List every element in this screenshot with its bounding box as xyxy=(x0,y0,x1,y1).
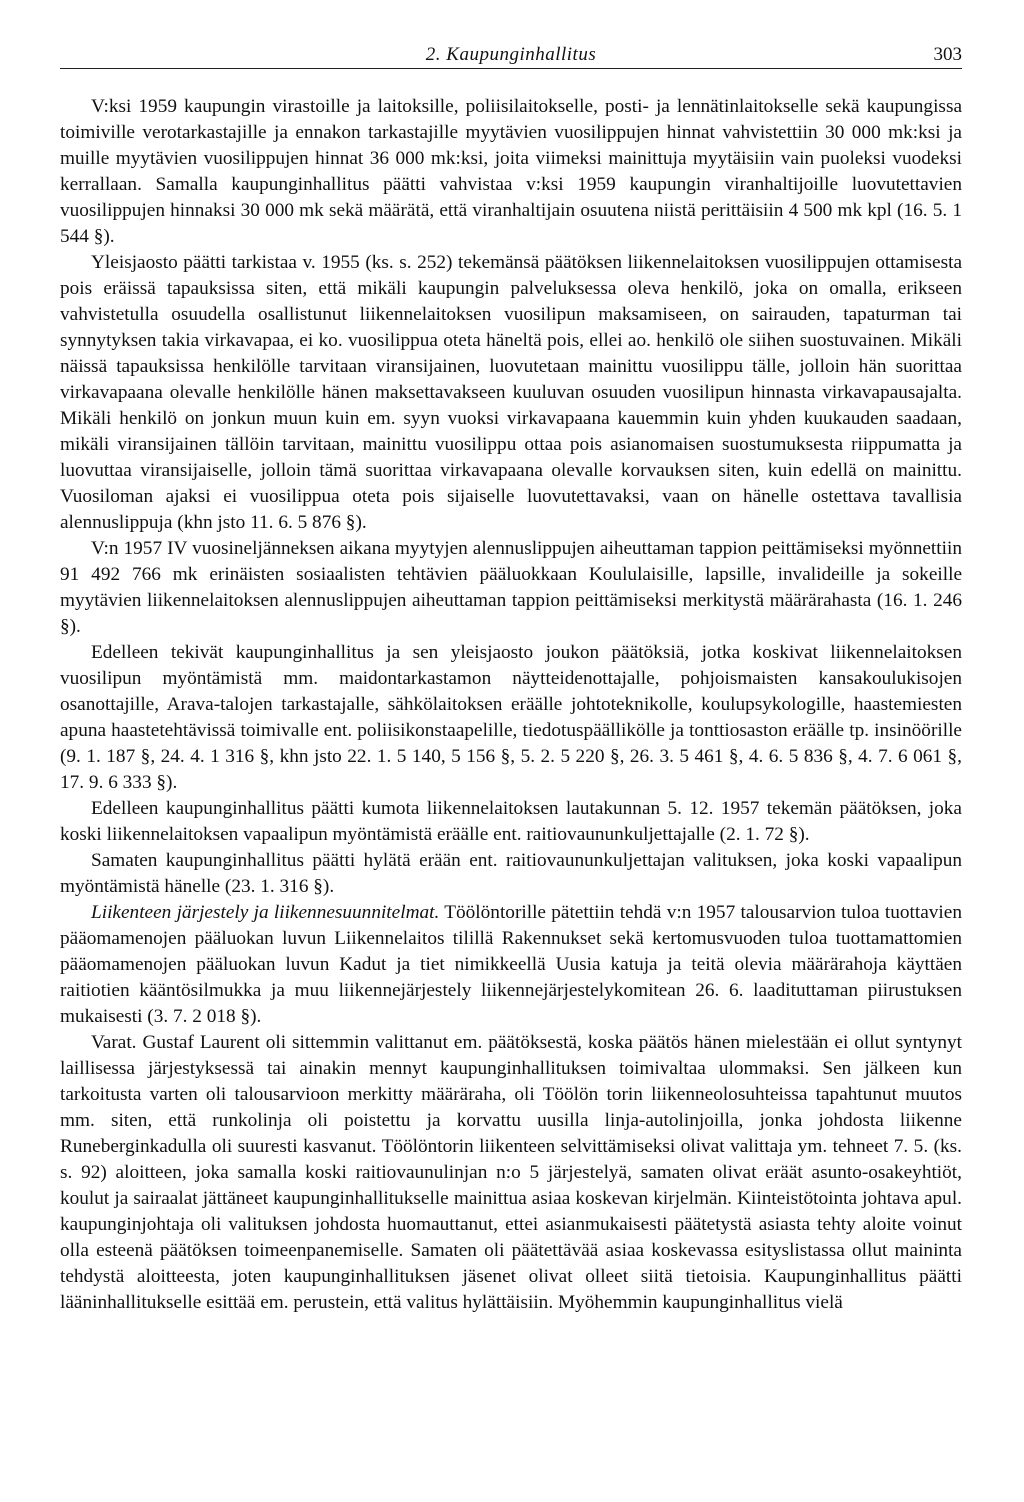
header-rule xyxy=(60,68,962,69)
paragraph: V:n 1957 IV vuosineljänneksen aikana myytyjen alennuslippujen aiheuttaman tappion peittämiseksi myönnettiin 91 492 766 mk erinäisten sosiaalisten tehtävien pääluokkaan Koululaisille, lapsille, invalideille ja sokeille myytävien liikennelaitoksen alennuslippujen aiheuttaman tappion peittämiseksi merkitystä määrärahasta (16. 1. 246 §). xyxy=(60,538,962,637)
section-text: Töölöntorille pätettiin tehdä v:n 1957 talousarvion tuloa tuottavien pääomamenojen pääluokan luvun Liikennelaitos tilillä Rakennukset sekä kertomusvuoden tuloa tuottamattomien pääomamenojen pääluokan luvun Kadut ja tiet nimikkeellä Uusia katuja ja teitä olevia määrärahoja käyttäen raitiotien kääntösilmukka ja muu liikennejärjestely liikennejärjestelykomitean 26. 6. laadituttaman piirustuksen mukaisesti (3. 7. 2 018 §). xyxy=(60,902,962,1027)
paragraph: Edelleen kaupunginhallitus päätti kumota liikennelaitoksen lautakunnan 5. 12. 1957 tekemän päätöksen, joka koski liikennelaitoksen vapaalipun myöntämistä eräälle ent. raitiovaununkuljettajalle (2. 1. 72 §). xyxy=(60,798,962,845)
running-title: 2. Kaupunginhallitus xyxy=(425,44,597,65)
section-paragraph xyxy=(60,900,962,1030)
paragraph: V:ksi 1959 kaupungin virastoille ja laitoksille, poliisilaitokselle, posti- ja lennätinlaitokselle sekä kaupungissa toimiville verotarkastajille ja ennakon tarkastajille myytävien vuosilippujen hinnat vahvistettiin 30 000 mk:ksi ja muille myytävien vuosilippujen hinnat 36 000 mk:ksi, joita viimeksi mainittuja myytäisiin vain puoleksi vuodeksi kerrallaan. Samalla kaupunginhallitus päätti vahvistaa v:ksi 1959 kaupungin viranhaltijoille luovutettavien vuosilippujen hinnaksi 30 000 mk sekä määrätä, että viranhaltijain osuutena niistä perittäisiin 4 500 mk kpl (16. 5. 1 544 §). xyxy=(60,96,962,247)
page-body xyxy=(60,94,962,1316)
paragraph: Varat. Gustaf Laurent oli sittemmin valittanut em. päätöksestä, koska päätös hänen mielestään ei ollut syntynyt laillisessa järjestyksessä tai ainakin mennyt kaupunginhallituksen toimivaltaa ulommaksi. Sen jälkeen kun tarkoitusta varten oli talousarvioon merkitty määräraha, oli Töölön torin liikenneolosuhteissa tapahtunut muutos mm. siten, että runkolinja oli poistettu ja korvattu uusilla linja-autolinjoilla, jonka johdosta liikenne Runeberginkadulla oli suuresti kasvanut. Töölöntorin liikenteen selvittämiseksi olivat valittaja ym. tehneet 7. 5. (ks. s. 92) aloitteen, joka samalla koski raitiovaunulinjan n:o 5 järjestelyä, samaten olivat eräät asunto-osakeyhtiöt, koulut ja sairaalat jättäneet kaupunginhallitukselle mainittua asiaa koskevan kirjelmän. Kiinteistötointa johtava apul. kaupunginjohtaja oli valituksen johdosta huomauttanut, ettei asianmukaisesti päätetystä asiasta tehty aloite voinut olla esteenä päätöksen toimeenpanemiselle. Samaten oli päätettävää asiaa koskevassa esityslistassa ollut maininta tehdystä aloitteesta, joten kaupunginhallituksen jäsenet olivat olleet siitä tietoisia. Kaupunginhallitus päätti lääninhallitukselle esittää em. perustein, että valitus hylättäisiin. Myöhemmin kaupunginhallitus vielä xyxy=(60,1032,962,1313)
page-header xyxy=(60,44,962,68)
paragraph: Samaten kaupunginhallitus päätti hylätä erään ent. raitiovaununkuljettajan valituksen, joka koski vapaalipun myöntämistä hänelle (23. 1. 316 §). xyxy=(60,850,962,897)
paragraph: Yleisjaosto päätti tarkistaa v. 1955 (ks. s. 252) tekemänsä päätöksen liikennelaitoksen vuosilippujen ottamisesta pois eräissä tapauksissa siten, että mikäli kaupungin palveluksessa oleva henkilö, joka on omalla, erikseen vahvistetulla osuudella osallistunut liikennelaitoksen vuosilipun maksamiseen, on sairauden, tapaturman tai synnytyksen takia virkavapaa, ei ko. vuosilippua oteta häneltä pois, ellei ao. henkilö ole siihen suostuvainen. Mikäli näissä tapauksissa henkilölle tarvitaan viransijainen, luovutetaan mainittu vuosilippu tälle, jolloin hän suorittaa virkavapaana olevalle henkilölle hänen maksettavakseen kuuluvan osuuden vuosilipun hinnasta virkavapausajalta. Mikäli henkilö on jonkun muun kuin em. syyn vuoksi virkavapaana kauemmin kuin yhden kuukauden saadaan, mikäli viransijainen tällöin tarvitaan, mainittu vuosilippu ottaa pois asianomaisen suostumuksesta riippumatta ja luovuttaa viransijaiselle, jolloin tämä suorittaa virkavapaana olevalle korvauksen siten, kuin edellä on mainittu. Vuosiloman ajaksi ei vuosilippua oteta pois sijaiselle luovutettavaksi, vaan on hänelle ostettava tavallisia alennuslippuja (khn jsto 11. 6. 5 876 §). xyxy=(60,252,962,533)
page-number: 303 xyxy=(933,44,962,65)
section-heading: Liikenteen järjestely ja liikennesuunnitelmat. xyxy=(91,902,440,923)
paragraph: Edelleen tekivät kaupunginhallitus ja sen yleisjaosto joukon päätöksiä, jotka koskivat liikennelaitoksen vuosilipun myöntämistä mm. maidontarkastamon näytteidenottajalle, pohjoismaisten kansakoulukisojen osanottajille, Arava-talojen tarkastajalle, sähkölaitoksen eräälle johtoteknikolle, koulupsykologille, haastemiesten apuna haastetehtävissä toimivalle ent. poliisikonstaapelille, tiedotuspäällikölle ja tonttiosaston eräälle tp. insinöörille (9. 1. 187 §, 24. 4. 1 316 §, khn jsto 22. 1. 5 140, 5 156 §, 5. 2. 5 220 §, 26. 3. 5 461 §, 4. 6. 5 836 §, 4. 7. 6 061 §, 17. 9. 6 333 §). xyxy=(60,642,962,793)
